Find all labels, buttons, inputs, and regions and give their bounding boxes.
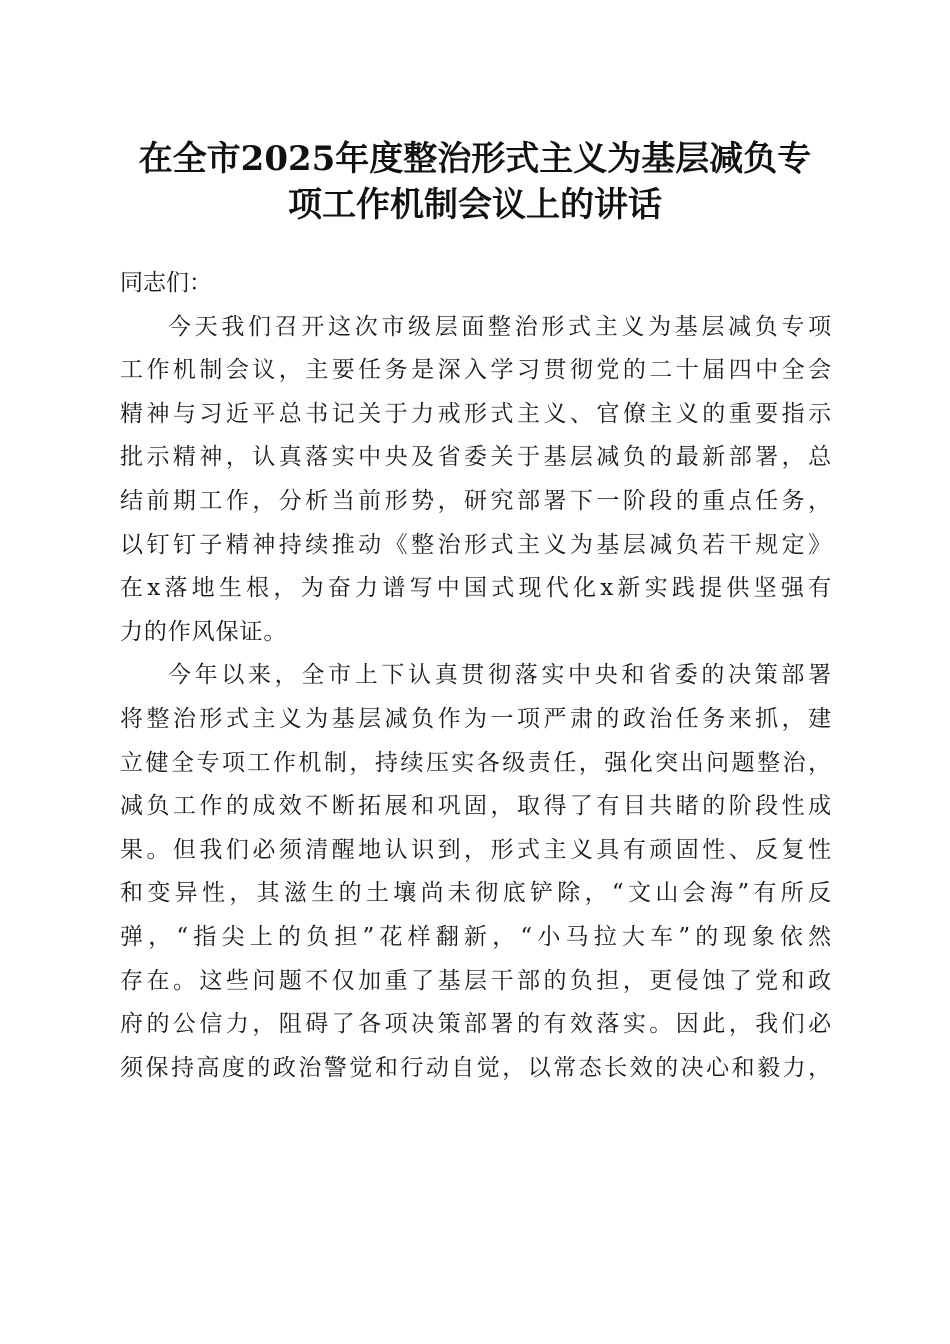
paragraph-line: 将整治形式主义为基层减负作为一项严肃的政治任务来抓，建 xyxy=(120,705,832,732)
paragraph-line: 精神与习近平总书记关于力戒形式主义、官僚主义的重要指示 xyxy=(120,400,832,427)
title-line-1: 在全市2025年度整治形式主义为基层减负专 xyxy=(138,139,812,179)
paragraph-line: 在x落地生根，为奋力谱写中国式现代化x新实践提供坚强有 xyxy=(120,575,832,602)
paragraph-line: 今天我们召开这次市级层面整治形式主义为基层减负专项 xyxy=(168,313,832,340)
paragraph-2 xyxy=(120,654,832,1090)
paragraph-line: 力的作风保证。 xyxy=(120,618,288,645)
paragraph-line: 以钉钉子精神持续推动《整治形式主义为基层减负若干规定》 xyxy=(120,531,832,558)
document-body xyxy=(120,262,832,1090)
paragraph-1 xyxy=(120,306,832,655)
title-line-2: 项工作机制会议上的讲话 xyxy=(288,185,662,225)
paragraph-line: 须保持高度的政治警觉和行动自觉，以常态长效的决心和毅力， xyxy=(120,1054,832,1081)
paragraph-line: 批示精神，认真落实中央及省委关于基层减负的最新部署，总 xyxy=(120,444,832,471)
paragraph-line: 弹，“指尖上的负担”花样翻新，“小马拉大车”的现象依然 xyxy=(120,923,832,950)
document-title xyxy=(110,136,840,228)
salutation: 同志们： xyxy=(120,270,212,296)
paragraph-line: 工作机制会议，主要任务是深入学习贯彻党的二十届四中全会 xyxy=(120,357,832,384)
paragraph-line: 和变异性，其滋生的土壤尚未彻底铲除，“文山会海”有所反 xyxy=(120,880,832,907)
paragraph-line: 府的公信力，阻碍了各项决策部署的有效落实。因此，我们必 xyxy=(120,1011,832,1038)
paragraph-line: 立健全专项工作机制，持续压实各级责任，强化突出问题整治， xyxy=(120,749,832,776)
paragraph-line: 存在。这些问题不仅加重了基层干部的负担，更侵蚀了党和政 xyxy=(120,967,832,994)
paragraph-line: 减负工作的成效不断拓展和巩固，取得了有目共睹的阶段性成 xyxy=(120,793,832,820)
paragraph-line: 今年以来，全市上下认真贯彻落实中央和省委的决策部署 xyxy=(168,662,832,689)
paragraph-line: 果。但我们必须清醒地认识到，形式主义具有顽固性、反复性 xyxy=(120,836,832,863)
paragraph-line: 结前期工作，分析当前形势，研究部署下一阶段的重点任务， xyxy=(120,487,832,514)
